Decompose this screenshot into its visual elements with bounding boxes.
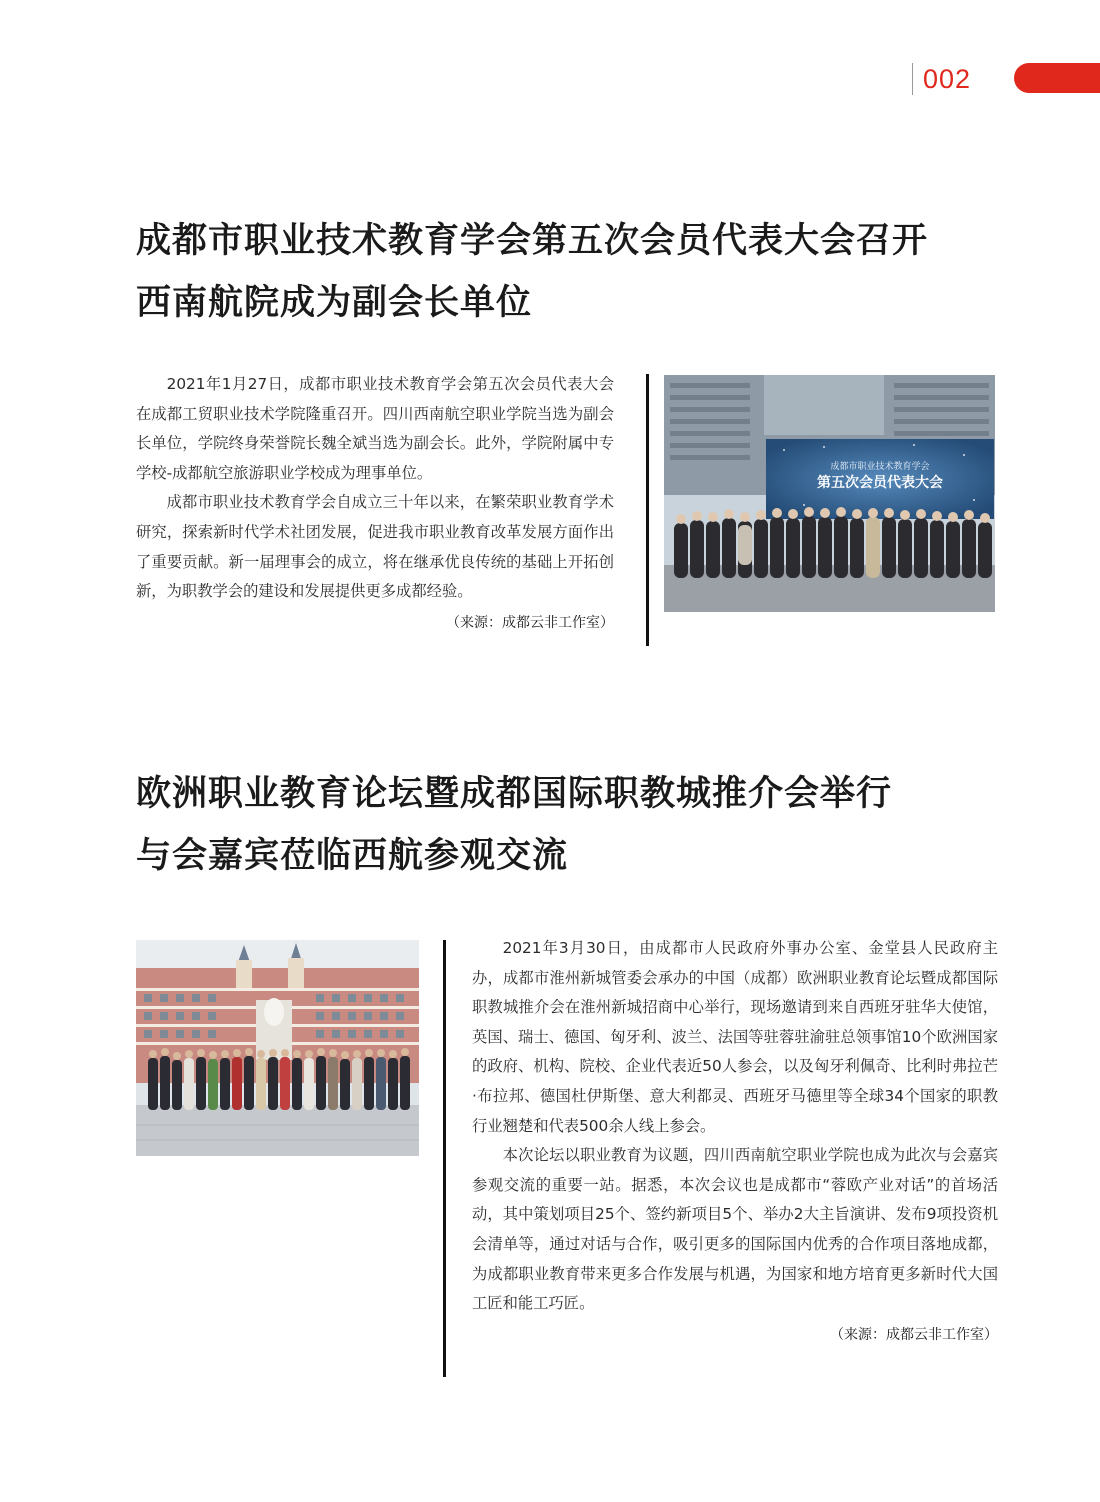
article2-photo (136, 940, 419, 1156)
article1-source: （来源：成都云非工作室） (446, 614, 614, 631)
article1-title-line1: 成都市职业技术教育学会第五次会员代表大会召开 (136, 221, 929, 261)
article1-paragraph: 成都市职业技术教育学会自成立三十年以来，在繁荣职业教育学术研究，探索新时代学术社团发展，促进我市职业教育改革发展方面作出了重要贡献。新一届理事会的成立，将在继承优良传统的基础上开拓创新，为职教学会的建设和发展提供更多成都经验。 (136, 493, 614, 601)
article1-paragraph: 2021年1月27日，成都市职业技术教育学会第五次会员代表大会在成都工贸职业技术学院隆重召开。四川西南航空职业学院当选为副会长单位，学院终身荣誉院长魏全斌当选为副会长。此外，学院附属中专学校-成都航空旅游职业学校成为理事单位。 (136, 375, 614, 482)
article2-title-line2: 与会嘉宾莅临西航参观交流 (136, 836, 569, 876)
page-number: 002 (923, 63, 972, 94)
article2-source: （来源：成都云非工作室） (830, 1326, 998, 1343)
page-number-block (912, 62, 971, 96)
article1-body (136, 370, 614, 637)
article1-title-line2: 西南航院成为副会长单位 (136, 283, 533, 323)
article2-title-line1: 欧洲职业教育论坛暨成都国际职教城推介会举行 (136, 774, 893, 814)
page-number-divider (912, 63, 913, 95)
banner-line1: 成都市职业技术教育学会 (830, 462, 930, 472)
article2-body (472, 934, 998, 1349)
forum-group-photo (136, 940, 419, 1156)
article2-paragraph: 2021年3月30日，由成都市人民政府外事办公室、金堂县人民政府主办，成都市淮州新城管委会承办的中国（成都）欧洲职业教育论坛暨成都国际职教城推介会在淮州新城招商中心举行，现场邀请到来自西班牙驻华大使馆，英国、瑞士、德国、匈牙利、波兰、法国等驻蓉驻渝驻总领事馆10个欧洲国家的政府、机构、院校、企业代表近50人参会，以及匈牙利佩奇、比利时弗拉芒·布拉邦、德国杜伊斯堡、意大利都灵、西班牙马德里等全球34个国家的职教行业翘楚和代表500余人线上参会。 (472, 939, 998, 1135)
article2-paragraph: 本次论坛以职业教育为议题，四川西南航空职业学院也成为此次与会嘉宾参观交流的重要一站。据悉，本次会议也是成都市“蓉欧产业对话”的首场活动，其中策划项目25个、签约新项目5个、举办2大主旨演讲、发布9项投资机会清单等，通过对话与合作，吸引更多的国际国内优秀的合作项目落地成都，为成都职业教育带来更多合作发展与机遇，为国家和地方培育更多新时代大国工匠和能工巧匠。 (472, 1146, 998, 1313)
article1-divider (646, 374, 649, 646)
article2-divider (443, 940, 446, 1377)
banner-line2: 第五次会员代表大会 (817, 475, 943, 491)
article1-photo (664, 375, 995, 612)
page-tab-accent (1014, 63, 1100, 93)
article1-title (136, 210, 928, 334)
conference-group-photo (664, 375, 995, 612)
article2-title (136, 763, 892, 887)
